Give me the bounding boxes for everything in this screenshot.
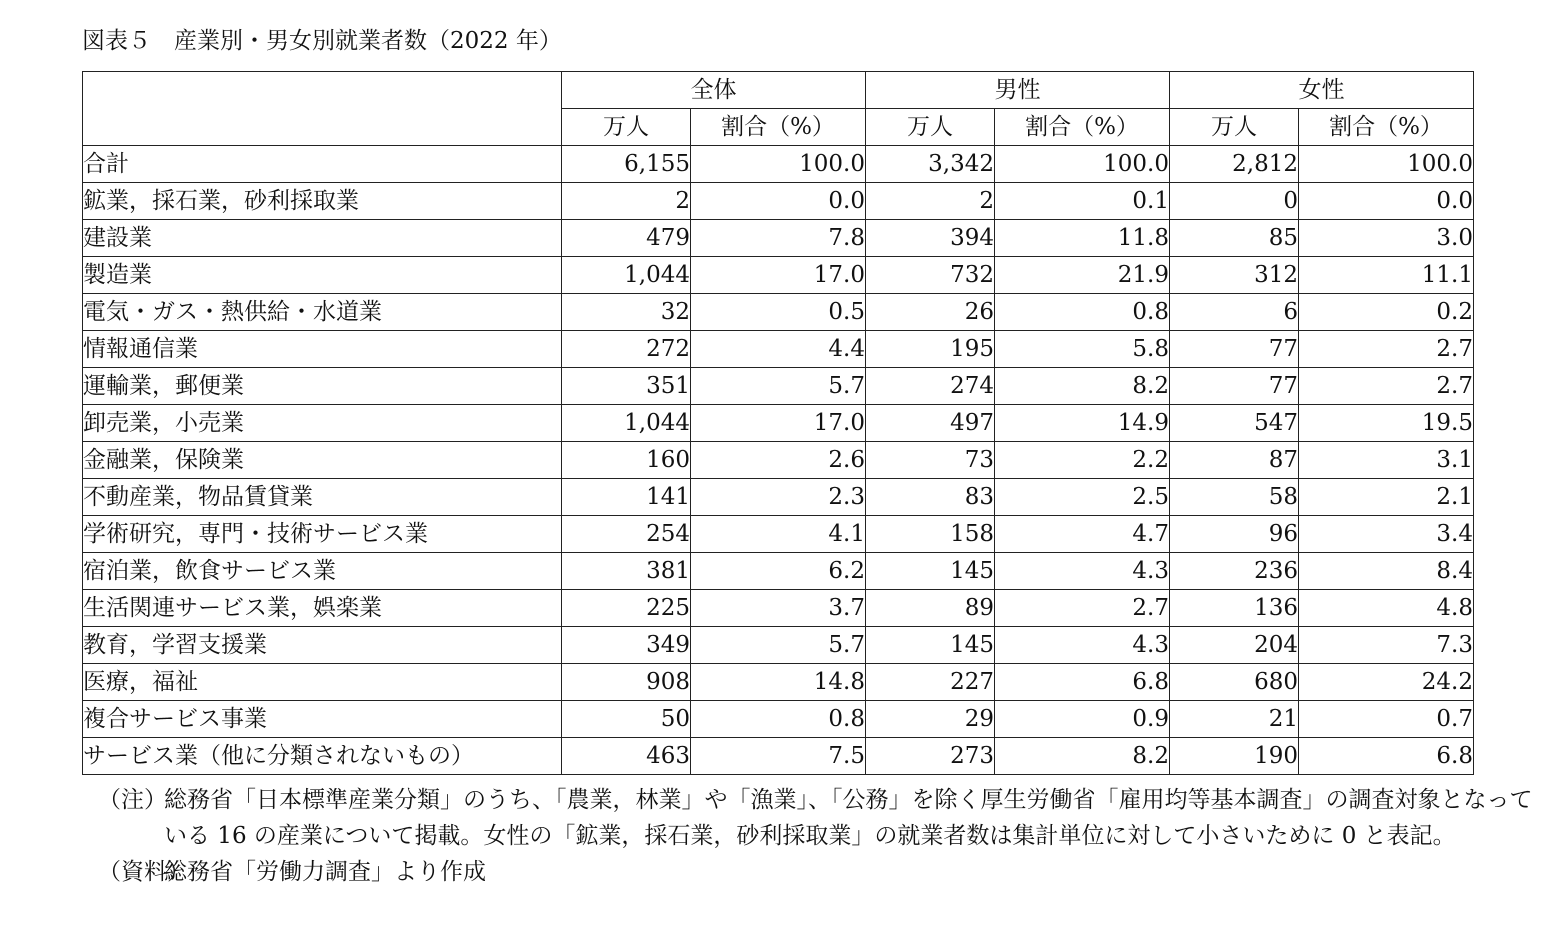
cell-share-male: 4.3 xyxy=(995,627,1170,664)
cell-count-total: 479 xyxy=(562,220,691,257)
header-share-total: 割合（%） xyxy=(691,109,866,146)
cell-share-female: 0.0 xyxy=(1299,183,1474,220)
cell-count-male: 195 xyxy=(866,331,995,368)
cell-count-male: 227 xyxy=(866,664,995,701)
cell-count-male: 3,342 xyxy=(866,146,995,183)
cell-share-male: 2.7 xyxy=(995,590,1170,627)
cell-share-female: 24.2 xyxy=(1299,664,1474,701)
row-label: 教育，学習支援業 xyxy=(83,627,562,664)
row-label: サービス業（他に分類されないもの） xyxy=(83,738,562,775)
cell-count-male: 145 xyxy=(866,627,995,664)
note-tag: （注） xyxy=(98,787,167,813)
row-label: 製造業 xyxy=(83,257,562,294)
cell-count-total: 381 xyxy=(562,553,691,590)
cell-share-total: 7.5 xyxy=(691,738,866,775)
cell-count-male: 394 xyxy=(866,220,995,257)
notes-section xyxy=(98,782,1538,890)
cell-share-female: 4.8 xyxy=(1299,590,1474,627)
table-row xyxy=(83,701,1474,738)
header-share-male: 割合（%） xyxy=(995,109,1170,146)
cell-share-total: 4.1 xyxy=(691,516,866,553)
row-label: 鉱業，採石業，砂利採取業 xyxy=(83,183,562,220)
cell-count-total: 6,155 xyxy=(562,146,691,183)
row-label: 卸売業，小売業 xyxy=(83,405,562,442)
header-group-total: 全体 xyxy=(562,72,866,109)
cell-count-male: 73 xyxy=(866,442,995,479)
cell-share-female: 3.0 xyxy=(1299,220,1474,257)
cell-share-male: 0.9 xyxy=(995,701,1170,738)
cell-count-total: 32 xyxy=(562,294,691,331)
cell-share-total: 6.2 xyxy=(691,553,866,590)
cell-share-female: 0.7 xyxy=(1299,701,1474,738)
cell-count-female: 6 xyxy=(1170,294,1299,331)
cell-share-total: 3.7 xyxy=(691,590,866,627)
row-label: 生活関連サービス業，娯楽業 xyxy=(83,590,562,627)
header-count-male: 万人 xyxy=(866,109,995,146)
row-label: 金融業，保険業 xyxy=(83,442,562,479)
cell-share-male: 100.0 xyxy=(995,146,1170,183)
cell-count-female: 21 xyxy=(1170,701,1299,738)
row-label: 合計 xyxy=(83,146,562,183)
cell-share-female: 8.4 xyxy=(1299,553,1474,590)
row-label: 医療，福祉 xyxy=(83,664,562,701)
cell-share-male: 8.2 xyxy=(995,738,1170,775)
row-label: 宿泊業，飲食サービス業 xyxy=(83,553,562,590)
cell-count-male: 2 xyxy=(866,183,995,220)
source-text: 総務省「労働力調査」より作成 xyxy=(164,859,486,885)
header-count-total: 万人 xyxy=(562,109,691,146)
row-label: 学術研究，専門・技術サービス業 xyxy=(83,516,562,553)
cell-count-male: 83 xyxy=(866,479,995,516)
cell-share-female: 100.0 xyxy=(1299,146,1474,183)
table-row xyxy=(83,183,1474,220)
source-tag: （資料） xyxy=(98,859,190,885)
cell-count-male: 732 xyxy=(866,257,995,294)
cell-count-total: 351 xyxy=(562,368,691,405)
cell-count-male: 145 xyxy=(866,553,995,590)
table-row xyxy=(83,257,1474,294)
cell-count-female: 58 xyxy=(1170,479,1299,516)
cell-share-male: 4.3 xyxy=(995,553,1170,590)
cell-count-total: 463 xyxy=(562,738,691,775)
cell-share-male: 11.8 xyxy=(995,220,1170,257)
table-row xyxy=(83,664,1474,701)
cell-count-total: 254 xyxy=(562,516,691,553)
table-row xyxy=(83,738,1474,775)
cell-count-female: 85 xyxy=(1170,220,1299,257)
cell-count-female: 236 xyxy=(1170,553,1299,590)
cell-count-total: 1,044 xyxy=(562,405,691,442)
cell-share-total: 0.8 xyxy=(691,701,866,738)
cell-count-female: 547 xyxy=(1170,405,1299,442)
cell-count-female: 77 xyxy=(1170,331,1299,368)
cell-share-male: 14.9 xyxy=(995,405,1170,442)
header-group-row xyxy=(83,72,1474,109)
cell-count-male: 273 xyxy=(866,738,995,775)
cell-share-male: 8.2 xyxy=(995,368,1170,405)
cell-count-male: 89 xyxy=(866,590,995,627)
row-label: 複合サービス事業 xyxy=(83,701,562,738)
cell-share-total: 7.8 xyxy=(691,220,866,257)
cell-share-total: 2.6 xyxy=(691,442,866,479)
cell-count-male: 29 xyxy=(866,701,995,738)
cell-count-male: 274 xyxy=(866,368,995,405)
table-row xyxy=(83,294,1474,331)
table-row xyxy=(83,146,1474,183)
cell-count-female: 312 xyxy=(1170,257,1299,294)
cell-share-total: 0.5 xyxy=(691,294,866,331)
cell-share-total: 100.0 xyxy=(691,146,866,183)
table-row xyxy=(83,442,1474,479)
cell-count-female: 77 xyxy=(1170,368,1299,405)
cell-share-female: 7.3 xyxy=(1299,627,1474,664)
table-row xyxy=(83,405,1474,442)
table-row xyxy=(83,220,1474,257)
row-label: 電気・ガス・熱供給・水道業 xyxy=(83,294,562,331)
cell-share-male: 4.7 xyxy=(995,516,1170,553)
cell-share-total: 5.7 xyxy=(691,368,866,405)
cell-share-male: 0.8 xyxy=(995,294,1170,331)
cell-share-female: 2.7 xyxy=(1299,368,1474,405)
cell-share-female: 3.1 xyxy=(1299,442,1474,479)
cell-count-total: 1,044 xyxy=(562,257,691,294)
cell-count-total: 908 xyxy=(562,664,691,701)
row-label: 不動産業，物品賃貸業 xyxy=(83,479,562,516)
cell-count-female: 0 xyxy=(1170,183,1299,220)
row-label: 運輸業，郵便業 xyxy=(83,368,562,405)
figure-title: 図表５ 産業別・男女別就業者数（2022 年） xyxy=(82,28,562,54)
table-row xyxy=(83,590,1474,627)
cell-count-male: 497 xyxy=(866,405,995,442)
cell-count-female: 680 xyxy=(1170,664,1299,701)
cell-count-female: 204 xyxy=(1170,627,1299,664)
cell-count-female: 96 xyxy=(1170,516,1299,553)
cell-share-female: 2.7 xyxy=(1299,331,1474,368)
cell-share-total: 14.8 xyxy=(691,664,866,701)
cell-share-total: 5.7 xyxy=(691,627,866,664)
cell-share-total: 17.0 xyxy=(691,405,866,442)
cell-count-female: 136 xyxy=(1170,590,1299,627)
row-label: 建設業 xyxy=(83,220,562,257)
header-corner xyxy=(83,72,562,146)
cell-share-female: 11.1 xyxy=(1299,257,1474,294)
cell-share-male: 6.8 xyxy=(995,664,1170,701)
cell-count-male: 158 xyxy=(866,516,995,553)
employment-table xyxy=(82,71,1474,775)
cell-share-male: 2.5 xyxy=(995,479,1170,516)
cell-share-female: 0.2 xyxy=(1299,294,1474,331)
cell-share-total: 2.3 xyxy=(691,479,866,516)
cell-count-total: 141 xyxy=(562,479,691,516)
cell-count-total: 225 xyxy=(562,590,691,627)
cell-count-total: 2 xyxy=(562,183,691,220)
table-row xyxy=(83,627,1474,664)
header-group-male: 男性 xyxy=(866,72,1170,109)
cell-count-female: 2,812 xyxy=(1170,146,1299,183)
table-row xyxy=(83,553,1474,590)
row-label: 情報通信業 xyxy=(83,331,562,368)
table-row xyxy=(83,516,1474,553)
cell-share-female: 2.1 xyxy=(1299,479,1474,516)
cell-count-female: 87 xyxy=(1170,442,1299,479)
cell-share-male: 5.8 xyxy=(995,331,1170,368)
cell-count-total: 160 xyxy=(562,442,691,479)
cell-share-total: 17.0 xyxy=(691,257,866,294)
table-row xyxy=(83,479,1474,516)
cell-share-male: 0.1 xyxy=(995,183,1170,220)
header-group-female: 女性 xyxy=(1170,72,1474,109)
cell-count-total: 50 xyxy=(562,701,691,738)
source xyxy=(98,854,1538,890)
header-count-female: 万人 xyxy=(1170,109,1299,146)
note-text: 総務省「日本標準産業分類」のうち、「農業，林業」や「漁業」、「公務」を除く厚生労働省「雇用均等基本調査」の調査対象となっている 16 の産業について掲載。女性の「鉱業，採石業，砂利採取業」の就業者数は集計単位に対して小さいために 0 と表記。 xyxy=(164,787,1533,849)
cell-count-total: 272 xyxy=(562,331,691,368)
cell-share-female: 3.4 xyxy=(1299,516,1474,553)
note xyxy=(98,782,1538,854)
cell-share-total: 4.4 xyxy=(691,331,866,368)
cell-count-male: 26 xyxy=(866,294,995,331)
table-row xyxy=(83,331,1474,368)
cell-share-male: 2.2 xyxy=(995,442,1170,479)
cell-share-female: 19.5 xyxy=(1299,405,1474,442)
cell-share-total: 0.0 xyxy=(691,183,866,220)
table-row xyxy=(83,368,1474,405)
cell-count-female: 190 xyxy=(1170,738,1299,775)
header-share-female: 割合（%） xyxy=(1299,109,1474,146)
cell-share-female: 6.8 xyxy=(1299,738,1474,775)
cell-share-male: 21.9 xyxy=(995,257,1170,294)
cell-count-total: 349 xyxy=(562,627,691,664)
